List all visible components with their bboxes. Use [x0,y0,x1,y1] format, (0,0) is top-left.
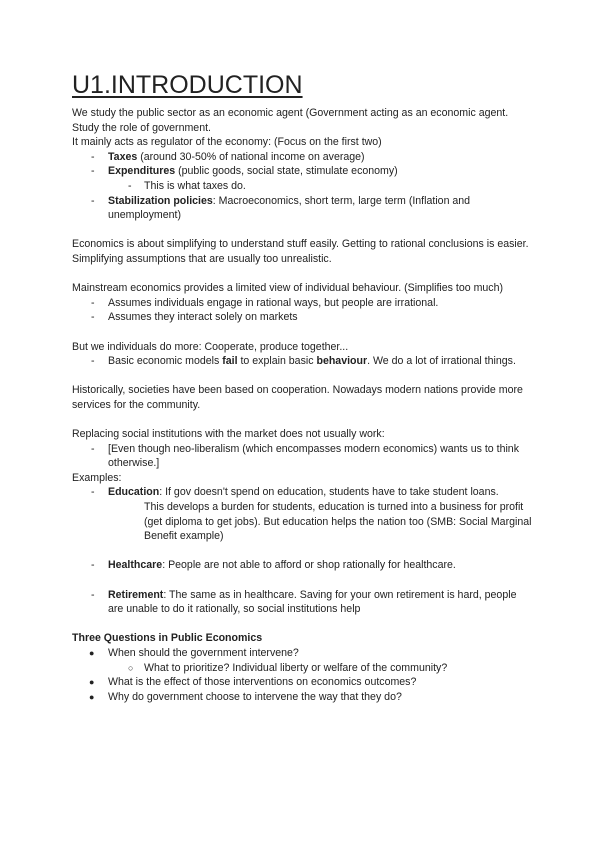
dash-marker: - [91,355,95,368]
intro-paragraph: We study the public sector as an economic agent (Government acting as an economic agent. Study the role of government. [72,107,509,134]
education-continuation: This develops a burden for students, education is turned into a business for profit (get diploma to get jobs). But education helps the nation too (SMB: Social Marginal Benefit example) [144,501,532,543]
page-title: U1.INTRODUCTION [72,71,303,99]
more-paragraph: But we individuals do more: Cooperate, produce together... [72,340,349,353]
term-retirement: Retirement [108,588,164,601]
list-item-stabilization [72,194,532,223]
question-text: Why do government choose to intervene the way that they do? [108,690,402,703]
question-item [72,675,532,690]
dash-marker: - [91,296,95,309]
question-sub-item [72,661,532,676]
term-taxes: Taxes [108,150,138,163]
dash-marker: - [91,588,95,601]
bullet-icon: ● [89,677,95,688]
models-text: Basic economic models [108,355,223,368]
replace-paragraph: Replacing social institutions with the market does not usually work: [72,428,385,441]
simplify-paragraph: Economics is about simplifying to understand stuff easily. Getting to rational conclusions is easier. Simplifying assumptions that are usually too unrealistic. [72,238,529,265]
dash-marker: - [91,150,95,163]
term-fail: fail [222,355,238,368]
dash-marker: - [91,194,95,207]
term-healthcare: Healthcare [108,559,163,572]
models-text: . We do a lot of irrational things. [367,355,516,368]
education-text: : If gov doesn't spend on education, students have to take student loans. [159,486,499,499]
bullet-icon: ● [89,647,95,658]
term-behaviour: behaviour [316,355,368,368]
term-expenditures: Expenditures [108,165,176,178]
dash-marker: - [128,179,132,192]
list-item-neoliberalism [72,442,532,471]
neoliberalism-text: [Even though neo-liberalism (which encompasses modern economics) wants us to think otherwise.] [108,442,519,470]
retirement-text: : The same as in healthcare. Saving for your own retirement is hard, people are unable to do it rationally, so social institutions help [108,588,517,616]
stabilization-text: : Macroeconomics, short term, large term (Inflation and unemployment) [108,194,471,222]
dash-marker: - [91,559,95,572]
mainstream-paragraph: Mainstream economics provides a limited view of individual behaviour. (Simplifies too much) [72,282,503,295]
intro-regulator-line: It mainly acts as regulator of the economy: (Focus on the first two) [72,136,382,149]
list-item [72,310,532,325]
list-item-expenditures [72,164,532,179]
dash-marker: - [91,442,95,455]
example-healthcare [72,558,532,573]
question-text: What is the effect of those interventions on economics outcomes? [108,676,417,689]
expenditures-sub-text: This is what taxes do. [144,179,246,192]
taxes-text: (around 30-50% of national income on average) [137,150,365,163]
models-text: to explain basic [237,355,317,368]
list-item-taxes [72,150,532,165]
examples-label: Examples: [72,471,122,484]
list-item [72,296,532,311]
sub-item-expenditures [72,179,532,194]
question-item [72,646,532,661]
expenditures-text: (public goods, social state, stimulate economy) [175,165,398,178]
example-education [72,485,532,543]
question-item [72,690,532,705]
circle-bullet-icon: ○ [128,662,134,673]
example-retirement [72,588,532,617]
question-text: When should the government intervene? [108,646,299,659]
question-sub-text: What to prioritize? Individual liberty or welfare of the community? [144,661,448,674]
questions-heading [72,631,532,646]
dash-marker: - [91,311,95,324]
list-item-models [72,354,532,369]
bullet-icon: ● [89,691,95,702]
healthcare-text: : People are not able to afford or shop rationally for healthcare. [162,559,456,572]
mainstream-item-text: Assumes they interact solely on markets [108,311,298,324]
mainstream-item-text: Assumes individuals engage in rational ways, but people are irrational. [108,296,439,309]
document-page [72,70,532,704]
term-education: Education [108,486,160,499]
term-stabilization: Stabilization policies [108,194,213,207]
dash-marker: - [91,486,95,499]
dash-marker: - [91,165,95,178]
history-paragraph: Historically, societies have been based on cooperation. Nowadays modern nations provide more services for the community. [72,384,523,411]
questions-heading-text: Three Questions in Public Economics [72,632,263,645]
